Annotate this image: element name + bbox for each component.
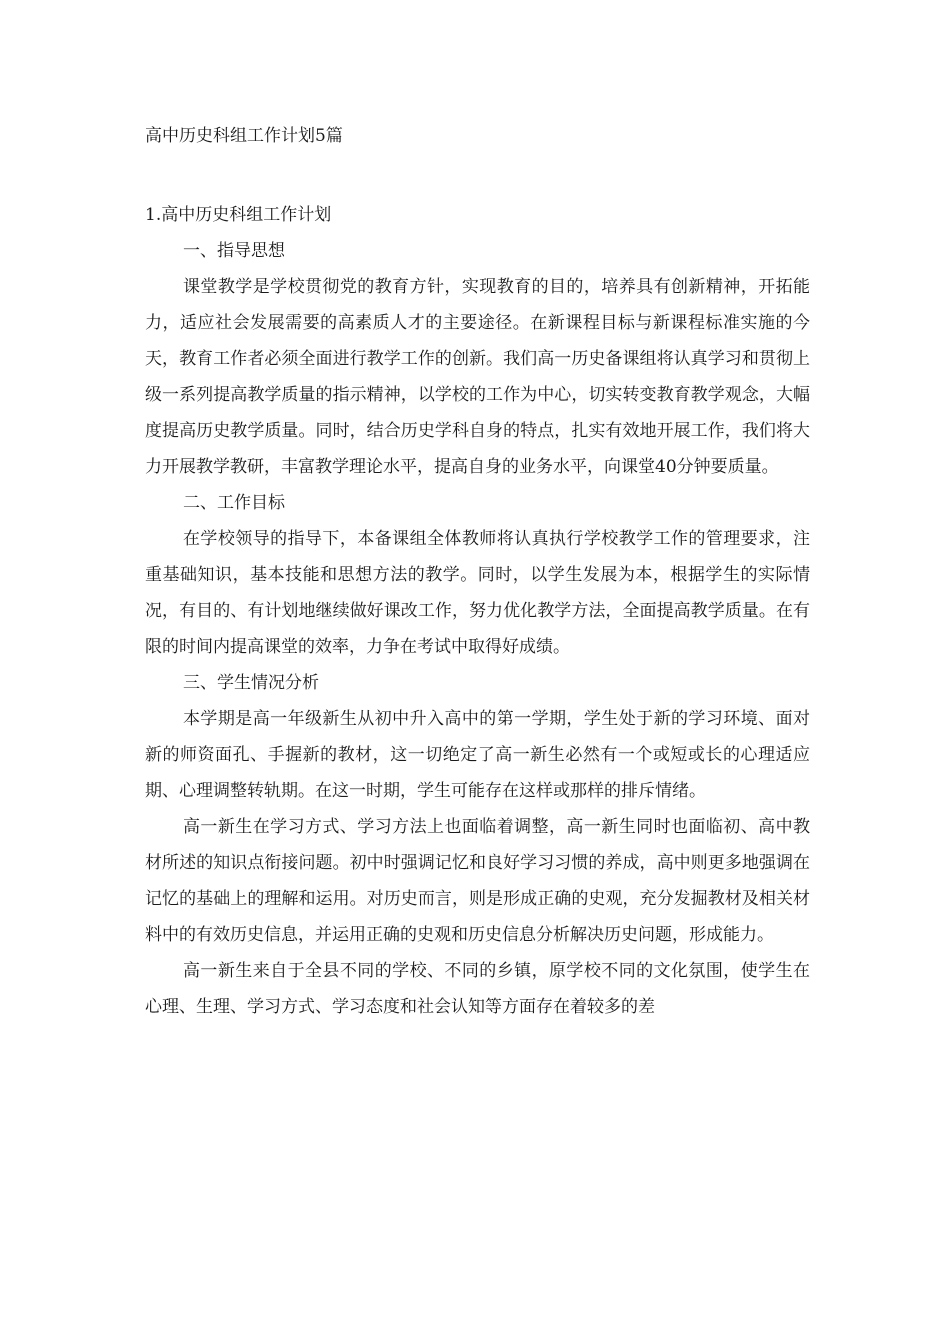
paragraph: 在学校领导的指导下，本备课组全体教师将认真执行学校教学工作的管理要求，注重基础知识，基本技能和思想方法的教学。同时，以学生发展为本，根据学生的实际情况，有目的、有计划地继续做好课改工作，努力优化教学方法，全面提高教学质量。在有限的时间内提高课堂的效率，力争在考试中取得好成绩。 [145,529,810,657]
document-body [145,197,810,1025]
heading-work-goals: 二、工作目标 [183,493,285,513]
paragraph: 高一新生来自于全县不同的学校、不同的乡镇，原学校不同的文化氛围，使学生在心理、生理、学习方式、学习态度和社会认知等方面存在着较多的差 [145,961,810,1017]
paragraph: 高一新生在学习方式、学习方法上也面临着调整，高一新生同时也面临初、高中教材所述的知识点衔接问题。初中时强调记忆和良好学习习惯的养成，高中则更多地强调在记忆的基础上的理解和运用。对历史而言，则是形成正确的史观，充分发掘教材及相关材料中的有效历史信息，并运用正确的史观和历史信息分析解决历史问题，形成能力。 [145,817,810,945]
document-title: 高中历史科组工作计划5篇 [145,126,343,146]
section-title: 1.高中历史科组工作计划 [145,205,332,225]
paragraph: 本学期是高一年级新生从初中升入高中的第一学期，学生处于新的学习环境、面对新的师资面孔、手握新的教材，这一切绝定了高一新生必然有一个或短或长的心理适应期、心理调整转轨期。在这一时期，学生可能存在这样或那样的排斥情绪。 [145,709,810,801]
paragraph: 课堂教学是学校贯彻党的教育方针，实现教育的目的，培养具有创新精神，开拓能力，适应社会发展需要的高素质人才的主要途径。在新课程目标与新课程标准实施的今天，教育工作者必须全面进行教学工作的创新。我们高一历史备课组将认真学习和贯彻上级一系列提高教学质量的指示精神，以学校的工作为中心，切实转变教育教学观念，大幅度提高历史教学质量。同时，结合历史学科自身的特点，扎实有效地开展工作，我们将大力开展教学教研，丰富教学理论水平，提高自身的业务水平，向课堂40分钟要质量。 [145,277,810,477]
heading-guiding-ideology: 一、指导思想 [183,241,285,261]
heading-student-analysis: 三、学生情况分析 [183,673,319,693]
